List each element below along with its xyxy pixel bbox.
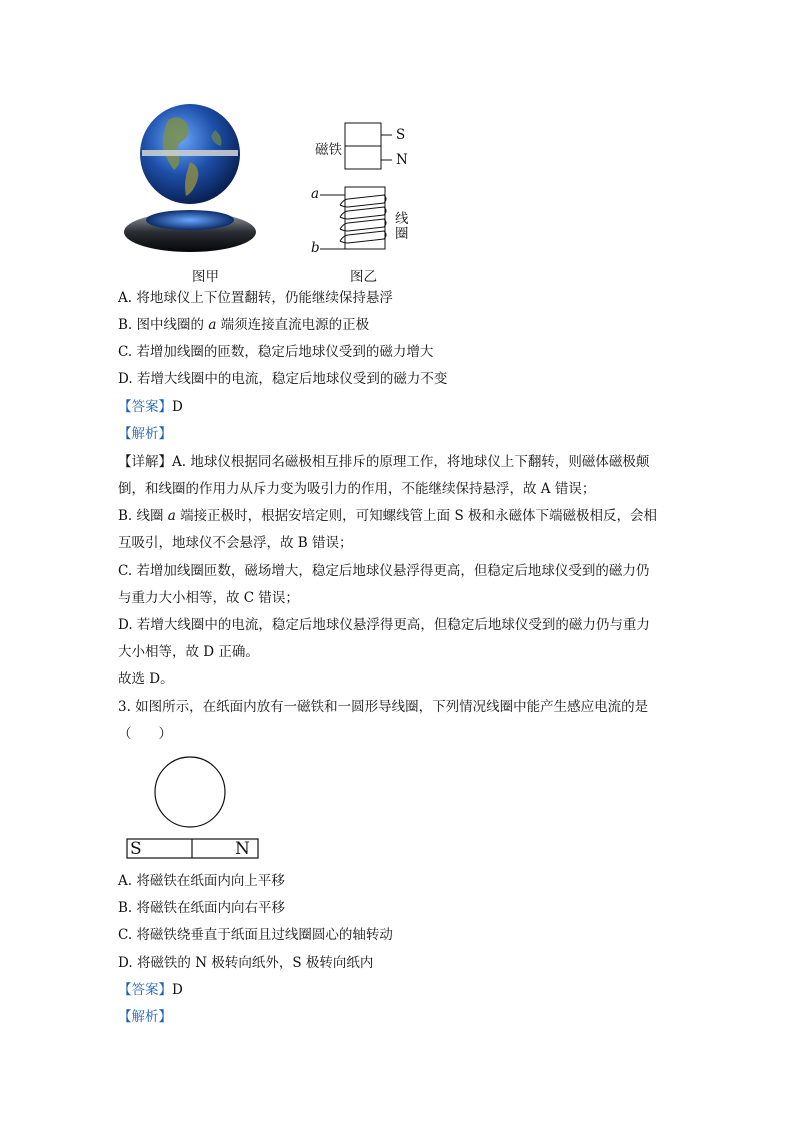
levitating-globe-image xyxy=(120,100,260,260)
q3-option-a: A. 将磁铁在纸面内向上平移 xyxy=(118,873,285,889)
q2-option-d: D. 若增大线圈中的电流，稳定后地球仪受到的磁力不变 xyxy=(118,371,448,387)
q2-analysis-tag: 【解析】 xyxy=(118,426,172,442)
pole-s-label: S xyxy=(396,127,406,143)
q2-detail-line-6: 与重力大小相等，故 C 错误； xyxy=(118,590,299,606)
caption-figure-yi: 图乙 xyxy=(350,269,377,285)
q2-detail-line-1: 【详解】A. 地球仪根据同名磁极相互排斥的原理工作，将地球仪上下翻转，则磁体磁极颠 xyxy=(118,454,650,470)
terminal-a-label: a xyxy=(311,186,320,202)
caption-figure-jia: 图甲 xyxy=(192,269,219,285)
q3-option-b: B. 将磁铁在纸面内向右平移 xyxy=(118,900,286,916)
magnet-label: 磁铁 xyxy=(315,142,342,158)
q3-option-d: D. 将磁铁的 N 极转向纸外，S 极转向纸内 xyxy=(118,955,374,971)
coil-label-1: 线 xyxy=(395,211,409,227)
coil-label-2: 圈 xyxy=(395,226,409,242)
q3-option-c: C. 将磁铁绕垂直于纸面且过线圈圆心的轴转动 xyxy=(118,927,393,943)
figure-globe xyxy=(120,100,260,260)
q3-stem-line-1: 3. 如图所示，在纸面内放有一磁铁和一圆形导线圈，下列情况线圈中能产生感应电流的是 xyxy=(118,699,649,715)
q2-detail-line-5: C. 若增加线圈匝数，磁场增大，稳定后地球仪悬浮得更高，但稳定后地球仪受到的磁力仍 xyxy=(118,563,650,579)
q2-detail-line-7: D. 若增大线圈中的电流，稳定后地球仪悬浮得更高，但稳定后地球仪受到的磁力仍与重力 xyxy=(118,617,650,633)
pole-n-label: N xyxy=(396,152,408,168)
q2-detail-line-3: B. 线圈 a 端接正极时，根据安培定则，可知螺线管上面 S 极和永磁体下端磁极相反，会相 xyxy=(118,508,657,524)
q2-detail-line-2: 倒，和线圈的作用力从斥力变为吸引力的作用，不能继续保持悬浮，故 A 错误； xyxy=(118,481,596,497)
q3-stem-line-2: （ ） xyxy=(118,726,172,742)
q3-magnet-s: S xyxy=(130,839,142,859)
q2-answer: 【答案】D xyxy=(118,399,183,415)
q2-option-c: C. 若增加线圈的匝数，稳定后地球仪受到的磁力增大 xyxy=(118,344,434,360)
q2-option-b: B. 图中线圈的 a 端须连接直流电源的正极 xyxy=(118,317,370,333)
q3-answer: 【答案】D xyxy=(118,982,183,998)
q2-detail-line-4: 互吸引，地球仪不会悬浮，故 B 错误； xyxy=(118,535,353,551)
q2-detail-line-8: 大小相等，故 D 正确。 xyxy=(118,644,259,660)
q2-detail-line-9: 故选 D。 xyxy=(118,671,174,687)
q2-option-a: A. 将地球仪上下位置翻转，仍能继续保持悬浮 xyxy=(118,290,393,306)
q3-magnet-n: N xyxy=(235,839,250,859)
q3-analysis-tag: 【解析】 xyxy=(118,1009,172,1025)
terminal-b-label: b xyxy=(311,240,320,256)
